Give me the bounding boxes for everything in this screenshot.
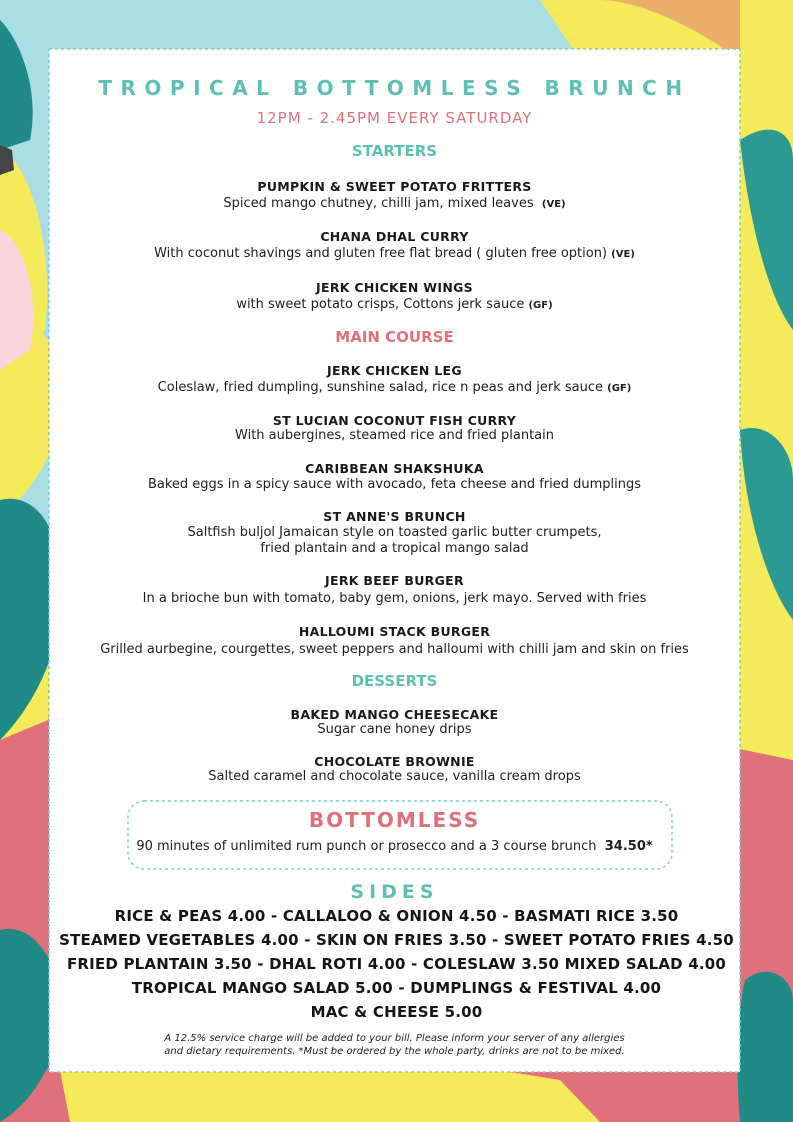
bottomless-title: BOTTOMLESS (308, 808, 481, 832)
dish-description: Salted caramel and chocolate sauce, vanilla cream drops (208, 769, 581, 784)
dish-name: CHANA DHAL CURRY (320, 229, 469, 244)
dish-name: JERK CHICKEN LEG (327, 363, 462, 378)
dietary-tag: (VE) (541, 199, 566, 210)
main-course-heading: MAIN COURSE (335, 328, 454, 346)
dish-description: Grilled aurbegine, courgettes, sweet peppers and halloumi with chilli jam and skin on fries (100, 642, 689, 657)
bottomless-price: 34.50* (604, 839, 653, 854)
menu-title: TROPICAL BOTTOMLESS BRUNCH (98, 76, 691, 100)
dish-name: JERK BEEF BURGER (325, 573, 464, 588)
sides-heading: SIDES (350, 881, 439, 903)
dish-description: With aubergines, steamed rice and fried plantain (235, 428, 554, 443)
dish-name: BAKED MANGO CHEESECAKE (290, 707, 499, 722)
sides-line: MAC & CHEESE 5.00 (310, 1003, 483, 1021)
starters-heading: STARTERS (351, 142, 438, 160)
dish-description: Saltfish buljol Jamaican style on toasted garlic butter crumpets, (187, 525, 602, 540)
dish-name: ST LUCIAN COCONUT FISH CURRY (272, 413, 517, 428)
dish-description: Sugar cane honey drips (317, 722, 472, 737)
dish-description: Spiced mango chutney, chilli jam, mixed leaves (VE) (223, 196, 566, 211)
bottomless-offer: 90 minutes of unlimited rum punch or prosecco and a 3 course brunch 34.50* (136, 839, 653, 854)
footer-note-line1: A 12.5% service charge will be added to your bill, Please inform your server of any allergies (164, 1033, 625, 1044)
desserts-heading: DESSERTS (351, 672, 438, 690)
sides-line: RICE & PEAS 4.00 - CALLALOO & ONION 4.50 - BASMATI RICE 3.50 (114, 907, 679, 925)
dish-description: With coconut shavings and gluten free flat bread ( gluten free option) (VE) (154, 246, 635, 261)
dish-name: CARIBBEAN SHAKSHUKA (305, 461, 484, 476)
sides-line: TROPICAL MANGO SALAD 5.00 - DUMPLINGS & FESTIVAL 4.00 (131, 979, 662, 997)
dish-description: with sweet potato crisps, Cottons jerk sauce (GF) (236, 297, 553, 312)
menu-subtitle: 12PM - 2.45PM EVERY SATURDAY (256, 109, 533, 127)
dish-name: JERK CHICKEN WINGS (316, 280, 473, 295)
dish-description-line2: fried plantain and a tropical mango salad (260, 541, 529, 556)
footer-note-line2: and dietary requirements. *Must be ordered by the whole party, drinks are not to be mixed. (164, 1046, 625, 1057)
dish-name: CHOCOLATE BROWNIE (314, 754, 475, 769)
dish-description: Coleslaw, fried dumpling, sunshine salad, rice n peas and jerk sauce (GF) (157, 380, 632, 395)
dish-name: ST ANNE'S BRUNCH (323, 509, 466, 524)
dish-description: In a brioche bun with tomato, baby gem, onions, jerk mayo. Served with fries (142, 591, 647, 606)
dish-description: Baked eggs in a spicy sauce with avocado, feta cheese and fried dumplings (147, 477, 642, 492)
sides-line: FRIED PLANTAIN 3.50 - DHAL ROTI 4.00 - COLESLAW 3.50 MIXED SALAD 4.00 (66, 955, 727, 973)
dietary-tag: (GF) (607, 383, 632, 394)
dish-name: PUMPKIN & SWEET POTATO FRITTERS (257, 179, 532, 194)
sides-line: STEAMED VEGETABLES 4.00 - SKIN ON FRIES 3.50 - SWEET POTATO FRIES 4.50 (59, 931, 734, 949)
dietary-tag: (VE) (611, 249, 635, 260)
dietary-tag: (GF) (528, 300, 553, 311)
dish-name: HALLOUMI STACK BURGER (298, 624, 491, 639)
